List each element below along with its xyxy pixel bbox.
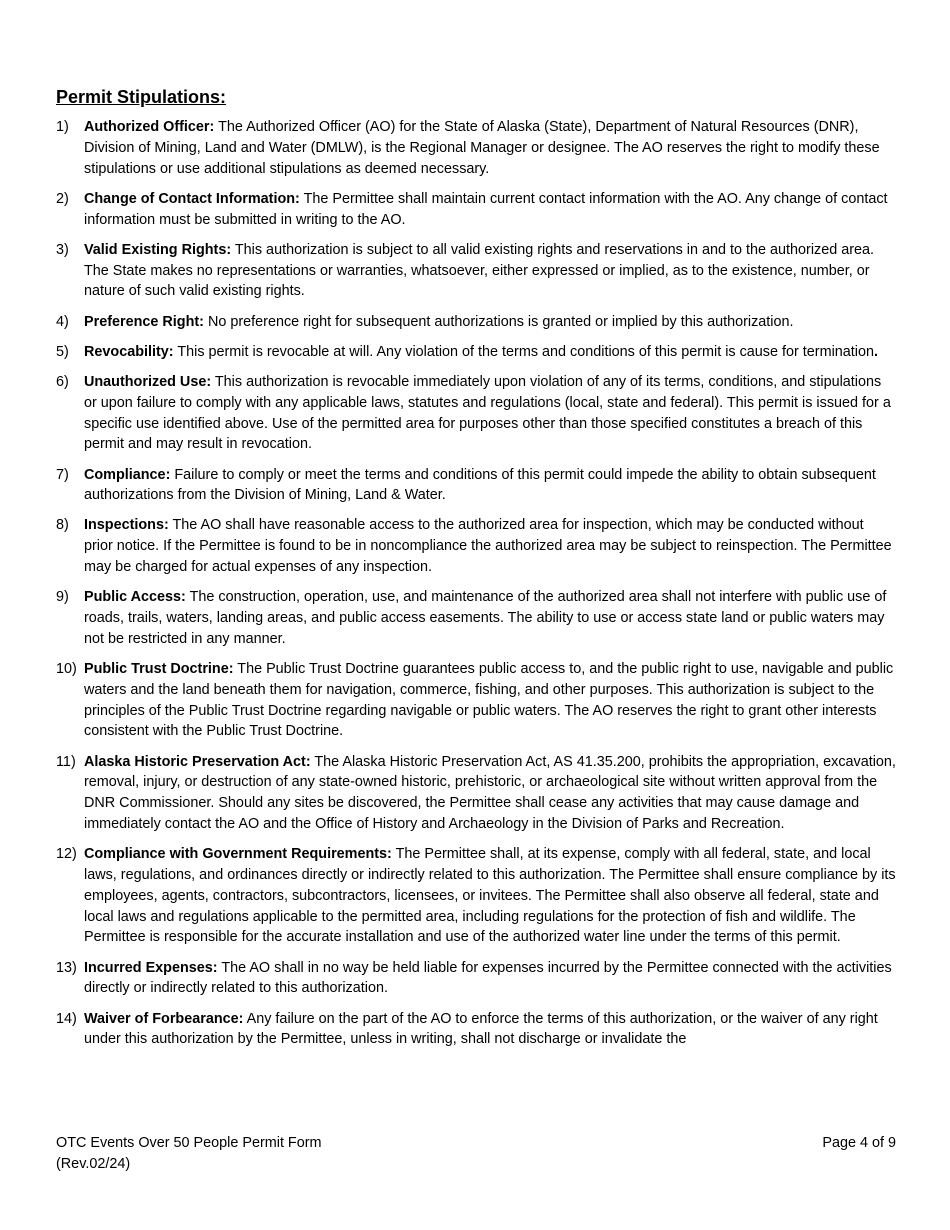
item-number: 9) bbox=[56, 589, 69, 606]
item-term: Waiver of Forbearance: bbox=[84, 1010, 244, 1027]
item-number: 1) bbox=[56, 119, 69, 135]
footer-revision: (Rev.02/24) bbox=[56, 1155, 131, 1172]
item-number: 3) bbox=[56, 241, 69, 258]
item-text: Failure to comply or meet the terms and conditions of this permit could impede the ability to obtain subsequent authorizations from the Division of Mining, Land & Water. bbox=[84, 466, 876, 504]
stipulation-item bbox=[56, 117, 896, 179]
item-body bbox=[84, 189, 896, 231]
item-number: 10) bbox=[56, 661, 77, 678]
item-number: 5) bbox=[56, 343, 69, 360]
item-term: Inspections: bbox=[84, 517, 169, 534]
item-text: The Alaska Historic Preservation Act, AS 41.35.200, prohibits the appropriation, excavation, removal, injury, or destruction of any state-owned historic, prehistoric, or archaeological site without written approval from the DNR Commissioner. Should any sites be discovered, the Permittee shall cease any activities that may cause damage and immediately contact the AO and the Office of History and Archaeology in the Division of Parks and Recreation. bbox=[84, 753, 896, 833]
stipulation-item bbox=[56, 342, 896, 363]
item-term: Authorized Officer: bbox=[84, 119, 215, 135]
item-text: Any failure on the part of the AO to enforce the terms of this authorization, or the waiver of any right under this authorization by the Permittee, unless in writing, shall not discharge or invalidate the bbox=[84, 1010, 878, 1048]
item-term: Public Access: bbox=[84, 589, 186, 606]
stipulation-list bbox=[56, 117, 896, 1050]
item-body bbox=[84, 958, 896, 1000]
item-number: 13) bbox=[56, 959, 77, 976]
item-text: The Permittee shall, at its expense, comply with all federal, state, and local laws, regulations, and ordinances directly or indirectly related to this authorization. The Permittee shall ensure compliance by its employees, agents, contractors, subcontractors, licensees, or invitees. The Permittee shall also observe all federal, state and local laws and regulations applicable to the permitted area, including regulations for the protection of fish and wildlife. The Permittee is responsible for the accurate installation and use of the authorized water line under the terms of this permit. bbox=[84, 846, 896, 946]
item-term: Alaska Historic Preservation Act: bbox=[84, 753, 311, 770]
item-text: The AO shall in no way be held liable for expenses incurred by the Permittee connected with the activities directly or indirectly related to this authorization. bbox=[84, 959, 892, 997]
item-text: The Public Trust Doctrine guarantees public access to, and the public right to use, navigable and public waters and the land beneath them for navigation, commerce, fishing, and other purposes. This authorization is subject to the principles of the Public Trust Doctrine regarding navigable or public waters. The AO reserves the right to grant other interests consistent with the Public Trust Doctrine. bbox=[84, 661, 894, 740]
item-text: This authorization is subject to all valid existing rights and reservations in and to the authorized area. The State makes no representations or warranties, whatsoever, either expressed or implied, as to the existence, number, or nature of such valid existing rights. bbox=[84, 241, 875, 300]
item-text: The Permittee shall maintain current contact information with the AO. Any change of contact information must be submitted in writing to the AO. bbox=[84, 190, 888, 228]
item-text: The AO shall have reasonable access to the authorized area for inspection, which may be conducted without prior notice. If the Permittee is found to be in noncompliance the authorized area may be subject to reinspection. The Permittee may be charged for actual expenses of any inspection. bbox=[84, 517, 892, 576]
stipulation-item bbox=[56, 1009, 896, 1051]
stipulation-item bbox=[56, 515, 896, 577]
stipulation-item bbox=[56, 752, 896, 835]
footer-form-info bbox=[56, 1133, 322, 1175]
item-text: The construction, operation, use, and maintenance of the authorized area shall not interfere with public use of roads, trails, waters, landing areas, and public access easements. The ability to use or access state land or public waters may not be restricted in any manner. bbox=[84, 589, 887, 647]
item-body bbox=[84, 117, 896, 179]
item-body bbox=[84, 372, 896, 455]
item-number: 7) bbox=[56, 466, 69, 483]
document-page bbox=[56, 86, 896, 1060]
item-term: Preference Right: bbox=[84, 313, 204, 330]
stipulation-item bbox=[56, 240, 896, 302]
item-number: 4) bbox=[56, 313, 69, 330]
footer-form-name: OTC Events Over 50 People Permit Form bbox=[56, 1135, 322, 1151]
item-number: 2) bbox=[56, 190, 69, 207]
item-body bbox=[84, 844, 896, 948]
item-body bbox=[84, 587, 896, 649]
stipulation-item bbox=[56, 958, 896, 1000]
section-heading: Permit Stipulations: bbox=[56, 87, 227, 107]
item-body bbox=[84, 1009, 896, 1051]
stipulation-item bbox=[56, 587, 896, 649]
item-body bbox=[84, 342, 896, 363]
item-term: Public Trust Doctrine: bbox=[84, 661, 234, 678]
item-tail: . bbox=[873, 343, 878, 360]
item-body bbox=[84, 515, 896, 577]
item-term: Revocability: bbox=[84, 343, 174, 360]
footer-page-number: Page 4 of 9 bbox=[822, 1135, 896, 1151]
stipulation-item bbox=[56, 465, 896, 507]
item-number: 6) bbox=[56, 373, 69, 390]
item-number: 12) bbox=[56, 846, 77, 863]
item-text: This permit is revocable at will. Any violation of the terms and conditions of this permit is cause for termination bbox=[177, 343, 874, 360]
item-term: Unauthorized Use: bbox=[84, 373, 212, 390]
item-text: No preference right for subsequent authorizations is granted or implied by this authorization. bbox=[207, 313, 794, 330]
item-term: Incurred Expenses: bbox=[84, 959, 218, 976]
item-body bbox=[84, 240, 896, 302]
item-text: This authorization is revocable immediately upon violation of any of its terms, conditions, and stipulations or upon failure to comply with any applicable laws, statutes and regulations (local, state and federal). This permit is issued for a specific use identified above. Use of the permitted area for purposes other than those specified constitutes a breach of this permit and may result in revocation. bbox=[84, 373, 891, 453]
item-term: Compliance: bbox=[84, 466, 171, 483]
stipulation-item bbox=[56, 372, 896, 455]
item-number: 14) bbox=[56, 1010, 77, 1027]
page-footer bbox=[56, 1133, 896, 1175]
item-text: The Authorized Officer (AO) for the State of Alaska (State), Department of Natural Resources (DNR), Division of Mining, Land and Water (DMLW), is the Regional Manager or designee. The AO reserves the right to modify these stipulations or use additional stipulations as deemed necessary. bbox=[84, 119, 880, 177]
item-term: Valid Existing Rights: bbox=[84, 241, 232, 258]
item-body bbox=[84, 312, 896, 333]
item-term: Compliance with Government Requirements: bbox=[84, 846, 392, 863]
item-term: Change of Contact Information: bbox=[84, 190, 300, 207]
stipulation-item bbox=[56, 659, 896, 742]
item-body bbox=[84, 752, 896, 835]
stipulation-item bbox=[56, 844, 896, 948]
item-number: 8) bbox=[56, 517, 69, 534]
item-body bbox=[84, 659, 896, 742]
item-body bbox=[84, 465, 896, 507]
stipulation-item bbox=[56, 189, 896, 231]
item-number: 11) bbox=[56, 753, 76, 770]
stipulation-item bbox=[56, 312, 896, 333]
